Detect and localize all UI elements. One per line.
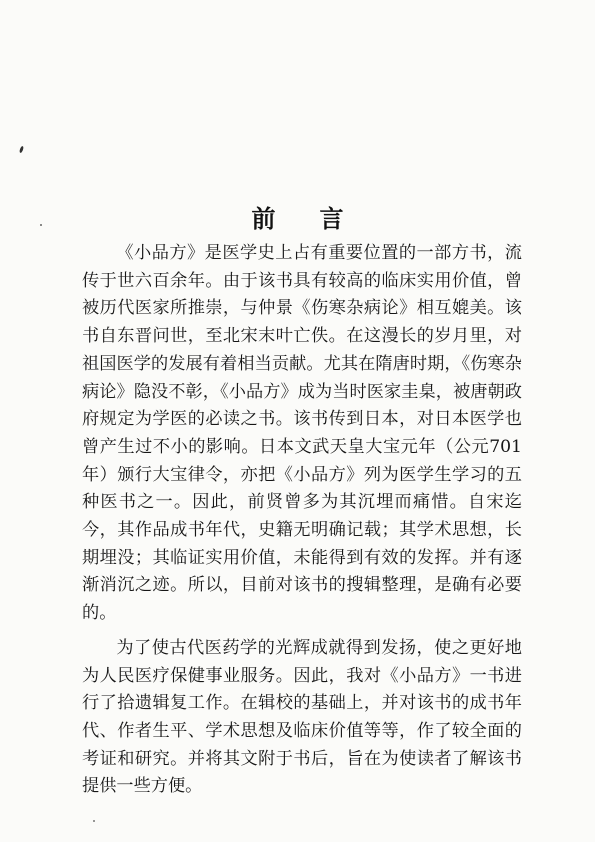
scan-speck	[19, 146, 24, 154]
scan-speck	[93, 820, 95, 822]
preface-paragraph-1: 《小品方》是医学史上占有重要位置的一部方书，流传于世六百余年。由于该书具有较高的临床实用价值，曾被历代医家所推崇，与仲景《伤寒杂病论》相互媲美。该书自东晋问世，至北宋末叶亡佚。在这漫长的岁月里，对祖国医学的发展有着相当贡献。尤其在隋唐时期，《伤寒杂病论》隐没不彰，《小品方》成为当时医家圭臬，被唐朝政府规定为学医的必读之书。该书传到日本，对日本医学也曾产生过不小的影响。日本文武天皇大宝元年（公元701年）颁行大宝律令，亦把《小品方》列为医学生学习的五种医书之一。因此，前贤曾多为其沉埋而痛惜。自宋迄今，其作品成书年代，史籍无明确记载；其学术思想，长期埋没；其临证实用价值，未能得到有效的发挥。并有逐渐消沉之迹。所以，目前对该书的搜辑整理，是确有必要的。	[82, 243, 522, 624]
page-title: 前言	[251, 204, 388, 234]
preface-body	[82, 240, 522, 801]
preface-paragraph-2: 为了使古代医药学的光辉成就得到发扬，使之更好地为人民医疗保健事业服务。因此，我对《小品方》一书进行了拾遗辑复工作。在辑校的基础上，并对该书的成书年代、作者生平、学术思想及临床价值等等，作了较全面的考证和研究。并将其文附于书后，旨在为使读者了解该书提供一些方便。	[82, 637, 522, 797]
